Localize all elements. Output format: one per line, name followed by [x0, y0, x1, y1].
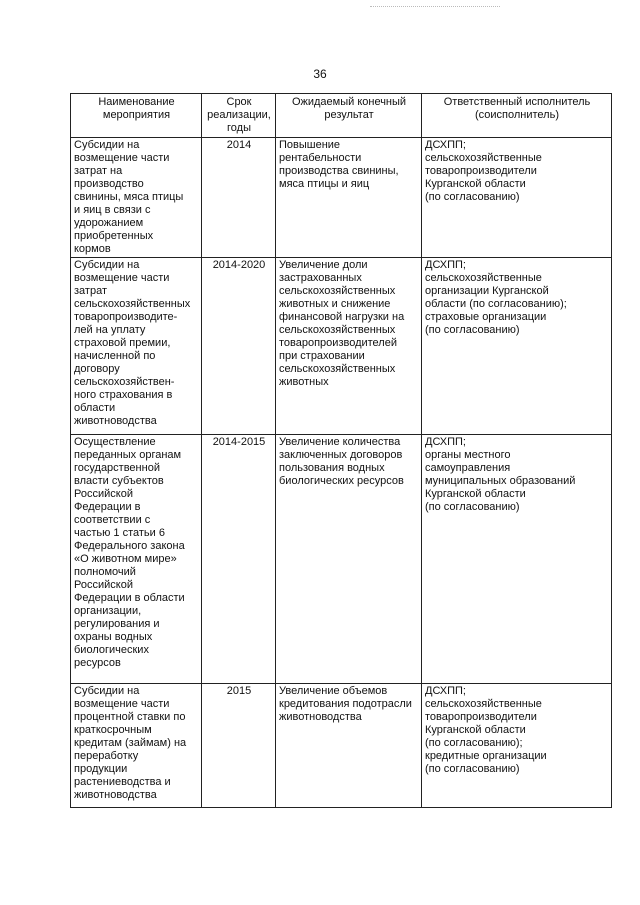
- cell-expected-result: Повышение рентабельности производства свинины, мяса птицы и яиц: [276, 138, 422, 258]
- cell-measure-name: Субсидии на возмещение части затрат сельскохозяйственных товаропроизводите- лей на уплату страховой премии, начисленной по договору сельскохозяйствен- ного страхования в области животноводства: [71, 258, 202, 435]
- scan-artifact: [370, 6, 500, 9]
- cell-responsible: ДСХПП; сельскохозяйственные товаропроизводители Курганской области (по согласованию): [422, 138, 612, 258]
- cell-measure-name: Субсидии на возмещение части затрат на производство свинины, мяса птицы и яиц в связи с удорожанием приобретенных кормов: [71, 138, 202, 258]
- header-expected-result: Ожидаемый конечный результат: [276, 94, 422, 138]
- cell-measure-name: Осуществление переданных органам государственной власти субъектов Российской Федерации в соответствии с частью 1 статьи 6 Федерального закона «О животном мире» полномочий Российской Федерации в области организации, регулирования и охраны водных биологических ресурсов: [71, 435, 202, 684]
- cell-period: 2014-2015: [202, 435, 276, 684]
- table-row: [71, 684, 612, 808]
- table-header-row: [71, 94, 612, 138]
- table-row: [71, 435, 612, 684]
- cell-period: 2015: [202, 684, 276, 808]
- cell-expected-result: Увеличение доли застрахованных сельскохозяйственных животных и снижение финансовой нагрузки на сельскохозяйственных товаропроизводителей при страховании сельскохозяйственных животных: [276, 258, 422, 435]
- table-row: [71, 258, 612, 435]
- cell-period: 2014: [202, 138, 276, 258]
- cell-measure-name: Субсидии на возмещение части процентной ставки по краткосрочным кредитам (займам) на переработку продукции растениеводства и животноводства: [71, 684, 202, 808]
- page-number: 36: [313, 67, 327, 81]
- cell-responsible: ДСХПП; органы местного самоуправления муниципальных образований Курганской области (по согласованию): [422, 435, 612, 684]
- cell-responsible: ДСХПП; сельскохозяйственные товаропроизводители Курганской области (по согласованию); кредитные организации (по согласованию): [422, 684, 612, 808]
- cell-responsible: ДСХПП; сельскохозяйственные организации Курганской области (по согласованию); страховые организации (по согласованию): [422, 258, 612, 435]
- header-responsible-executor: Ответственный исполнитель (соисполнитель): [422, 94, 612, 138]
- cell-period: 2014-2020: [202, 258, 276, 435]
- header-implementation-period: Срок реализации, годы: [202, 94, 276, 138]
- table-row: [71, 138, 612, 258]
- cell-expected-result: Увеличение объемов кредитования подотрасли животноводства: [276, 684, 422, 808]
- cell-expected-result: Увеличение количества заключенных договоров пользования водных биологических ресурсов: [276, 435, 422, 684]
- measures-table: [70, 93, 612, 808]
- header-measure-name: Наименование мероприятия: [71, 94, 202, 138]
